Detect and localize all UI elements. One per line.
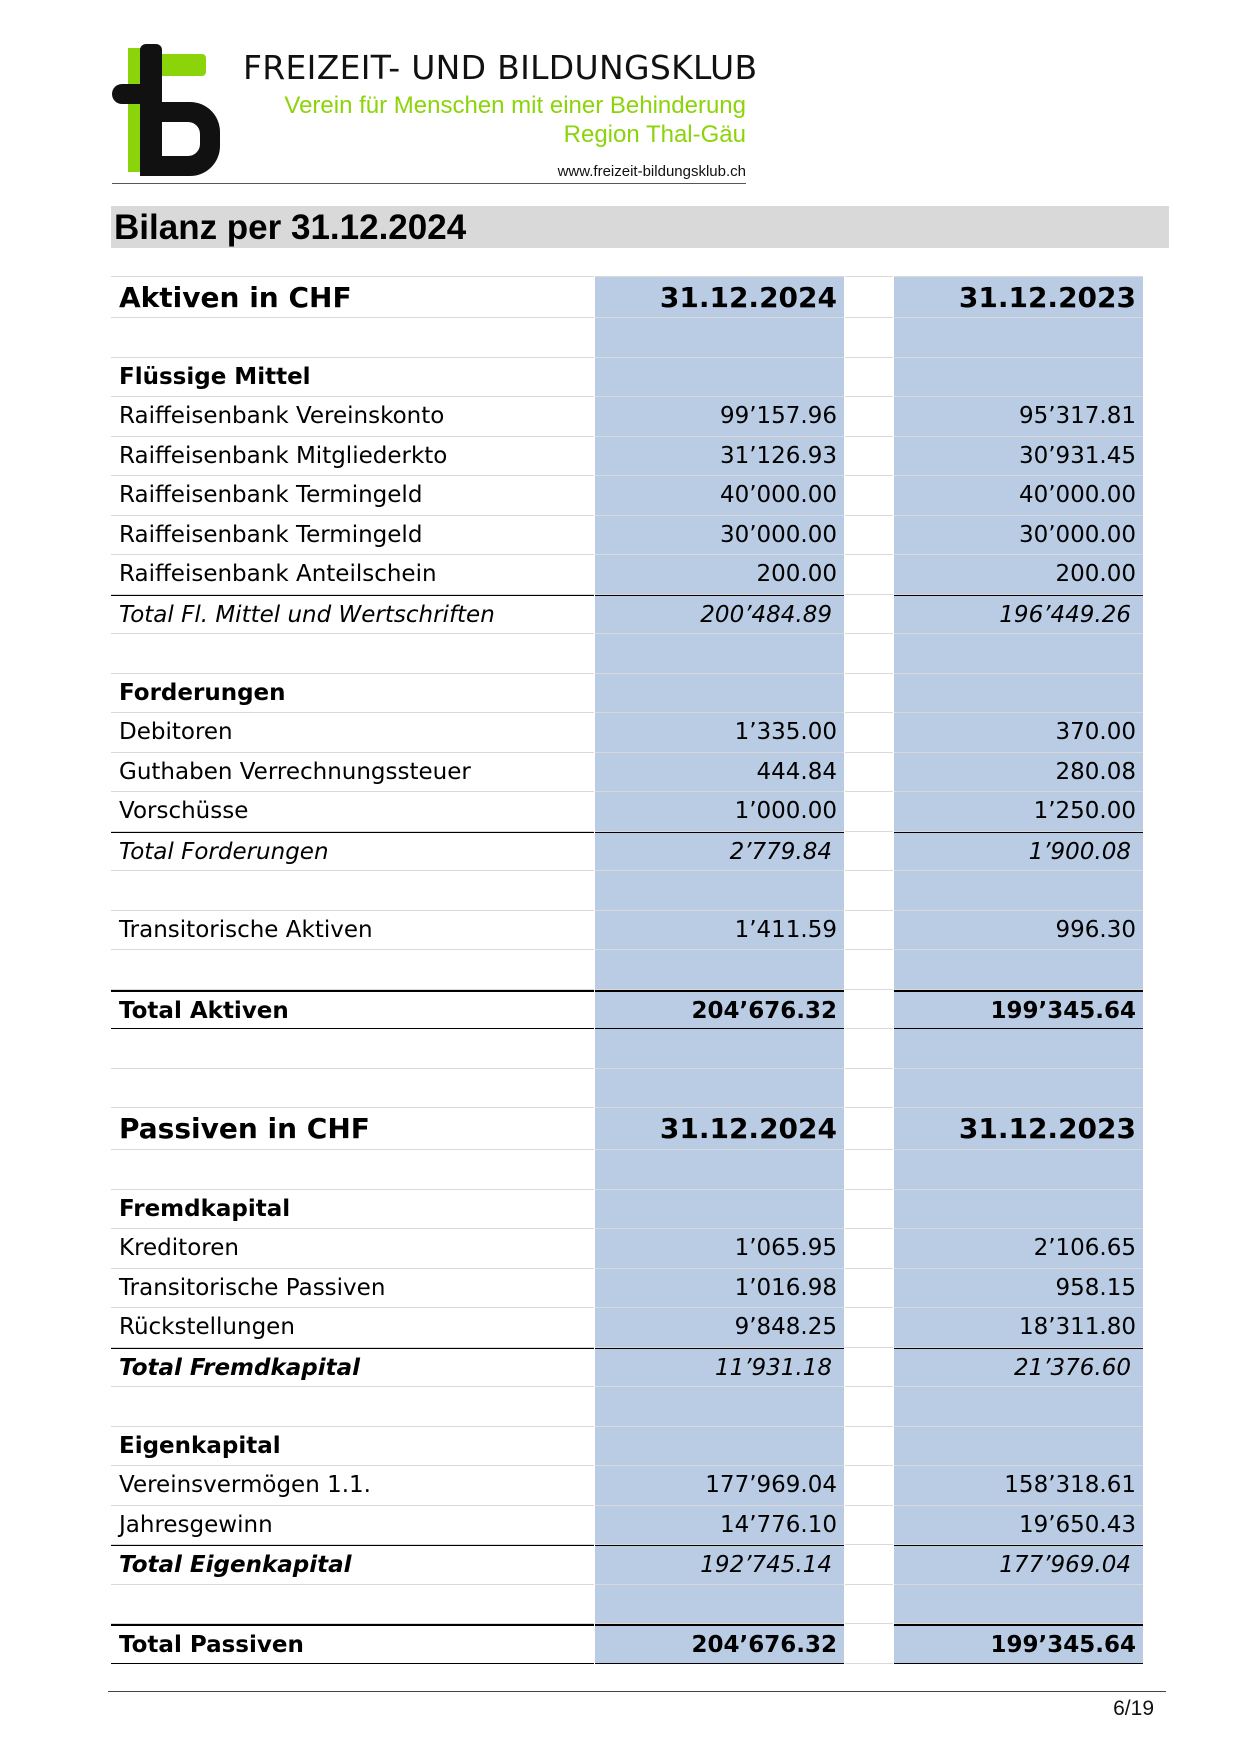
subtotal-2023: 196’449.26 [894,595,1143,635]
row-label: Raiffeisenbank Mitgliederkto [111,437,594,477]
value-2024: 200.00 [595,555,844,595]
subtotal-2024: 192’745.14 [595,1545,844,1585]
table-row [111,397,1143,437]
value-2024: 444.84 [595,753,844,793]
value-2023: 1’250.00 [894,792,1143,832]
subtotal-row [111,1348,1143,1388]
row-label: Raiffeisenbank Anteilschein [111,555,594,595]
value-2023: 200.00 [894,555,1143,595]
value-2024: 1’411.59 [595,911,844,951]
section-heading: Fremdkapital [111,1190,594,1230]
value-2024: 1’335.00 [595,713,844,753]
table-row [111,437,1143,477]
passiven-header-label: Passiven in CHF [111,1108,594,1150]
spacer-row [111,318,1143,358]
value-2023: 158’318.61 [894,1466,1143,1506]
total-label: Total Passiven [111,1624,594,1664]
value-2024: 30’000.00 [595,516,844,556]
value-2023: 958.15 [894,1269,1143,1309]
subtotal-2023: 1’900.08 [894,832,1143,872]
row-label: Rückstellungen [111,1308,594,1348]
section-heading-row [111,358,1143,398]
table-row [111,516,1143,556]
table-row [111,555,1143,595]
total-2023: 199’345.64 [894,1624,1143,1664]
subtotal-label: Total Fremdkapital [111,1348,594,1388]
value-2024: 99’157.96 [595,397,844,437]
aktiven-header-label: Aktiven in CHF [111,276,594,318]
spacer-row [111,634,1143,674]
section-heading: Forderungen [111,674,594,714]
table-row [111,476,1143,516]
table-row [111,1466,1143,1506]
value-2023: 40’000.00 [894,476,1143,516]
spacer-row [111,1150,1143,1190]
table-row [111,753,1143,793]
table-row [111,792,1143,832]
org-subtitle: Verein für Menschen mit einer Behinderung [284,92,746,119]
footer-divider [108,1691,1166,1692]
row-label: Raiffeisenbank Termingeld [111,516,594,556]
section-heading-row [111,1190,1143,1230]
value-2023: 95’317.81 [894,397,1143,437]
spacer-row [111,1585,1143,1625]
subtotal-2024: 200’484.89 [595,595,844,635]
total-label: Total Aktiven [111,990,594,1030]
spacer-row [111,1029,1143,1069]
table-row [111,1506,1143,1546]
subtotal-label: Total Forderungen [111,832,594,872]
subtotal-2024: 11’931.18 [595,1348,844,1388]
page-number: 6/19 [1113,1697,1154,1720]
spacer-row [111,1387,1143,1427]
table-row [111,1308,1143,1348]
total-2024: 204’676.32 [595,990,844,1030]
spacer-row [111,950,1143,990]
subtotal-label: Total Fl. Mittel und Wertschriften [111,595,594,635]
passiven-header-row [111,1108,1143,1150]
org-url: www.freizeit-bildungsklub.ch [557,163,746,180]
row-label: Vereinsvermögen 1.1. [111,1466,594,1506]
spacer-row [111,1069,1143,1109]
value-2024: 1’065.95 [595,1229,844,1269]
subtotal-row [111,1545,1143,1585]
value-2023: 2’106.65 [894,1229,1143,1269]
org-name: FREIZEIT- UND BILDUNGSKLUB [243,48,758,87]
subtotal-2024: 2’779.84 [595,832,844,872]
value-2023: 30’931.45 [894,437,1143,477]
row-label: Debitoren [111,713,594,753]
row-label: Kreditoren [111,1229,594,1269]
page-title: Bilanz per 31.12.2024 [114,208,467,247]
org-region: Region Thal-Gäu [563,121,746,148]
aktiven-header-2024: 31.12.2024 [595,276,844,318]
value-2024: 31’126.93 [595,437,844,477]
subtotal-2023: 177’969.04 [894,1545,1143,1585]
value-2023: 30’000.00 [894,516,1143,556]
total-2023: 199’345.64 [894,990,1143,1030]
subtotal-2023: 21’376.60 [894,1348,1143,1388]
fb-logo-icon [112,44,222,176]
value-2023: 370.00 [894,713,1143,753]
subtotal-row [111,832,1143,872]
passiven-header-2023: 31.12.2023 [894,1108,1143,1150]
header-divider [112,183,746,184]
total-passiven-row [111,1624,1143,1664]
table-row [111,1229,1143,1269]
table-row [111,1269,1143,1309]
section-heading: Flüssige Mittel [111,358,594,398]
value-2023: 19’650.43 [894,1506,1143,1546]
section-heading-row [111,1427,1143,1467]
value-2024: 1’000.00 [595,792,844,832]
table-row [111,911,1143,951]
value-2024: 40’000.00 [595,476,844,516]
row-label: Raiffeisenbank Termingeld [111,476,594,516]
value-2024: 9’848.25 [595,1308,844,1348]
total-aktiven-row [111,990,1143,1030]
row-label: Vorschüsse [111,792,594,832]
row-label: Guthaben Verrechnungssteuer [111,753,594,793]
row-label: Raiffeisenbank Vereinskonto [111,397,594,437]
aktiven-header-row [111,276,1143,318]
section-heading: Eigenkapital [111,1427,594,1467]
total-2024: 204’676.32 [595,1624,844,1664]
value-2023: 280.08 [894,753,1143,793]
section-heading-row [111,674,1143,714]
balance-sheet [111,276,1143,1664]
row-label: Jahresgewinn [111,1506,594,1546]
spacer-row [111,871,1143,911]
value-2024: 177’969.04 [595,1466,844,1506]
aktiven-header-2023: 31.12.2023 [894,276,1143,318]
value-2024: 1’016.98 [595,1269,844,1309]
value-2023: 18’311.80 [894,1308,1143,1348]
passiven-header-2024: 31.12.2024 [595,1108,844,1150]
row-label: Transitorische Passiven [111,1269,594,1309]
row-label: Transitorische Aktiven [111,911,594,951]
subtotal-row [111,595,1143,635]
table-row [111,713,1143,753]
value-2024: 14’776.10 [595,1506,844,1546]
subtotal-label: Total Eigenkapital [111,1545,594,1585]
value-2023: 996.30 [894,911,1143,951]
